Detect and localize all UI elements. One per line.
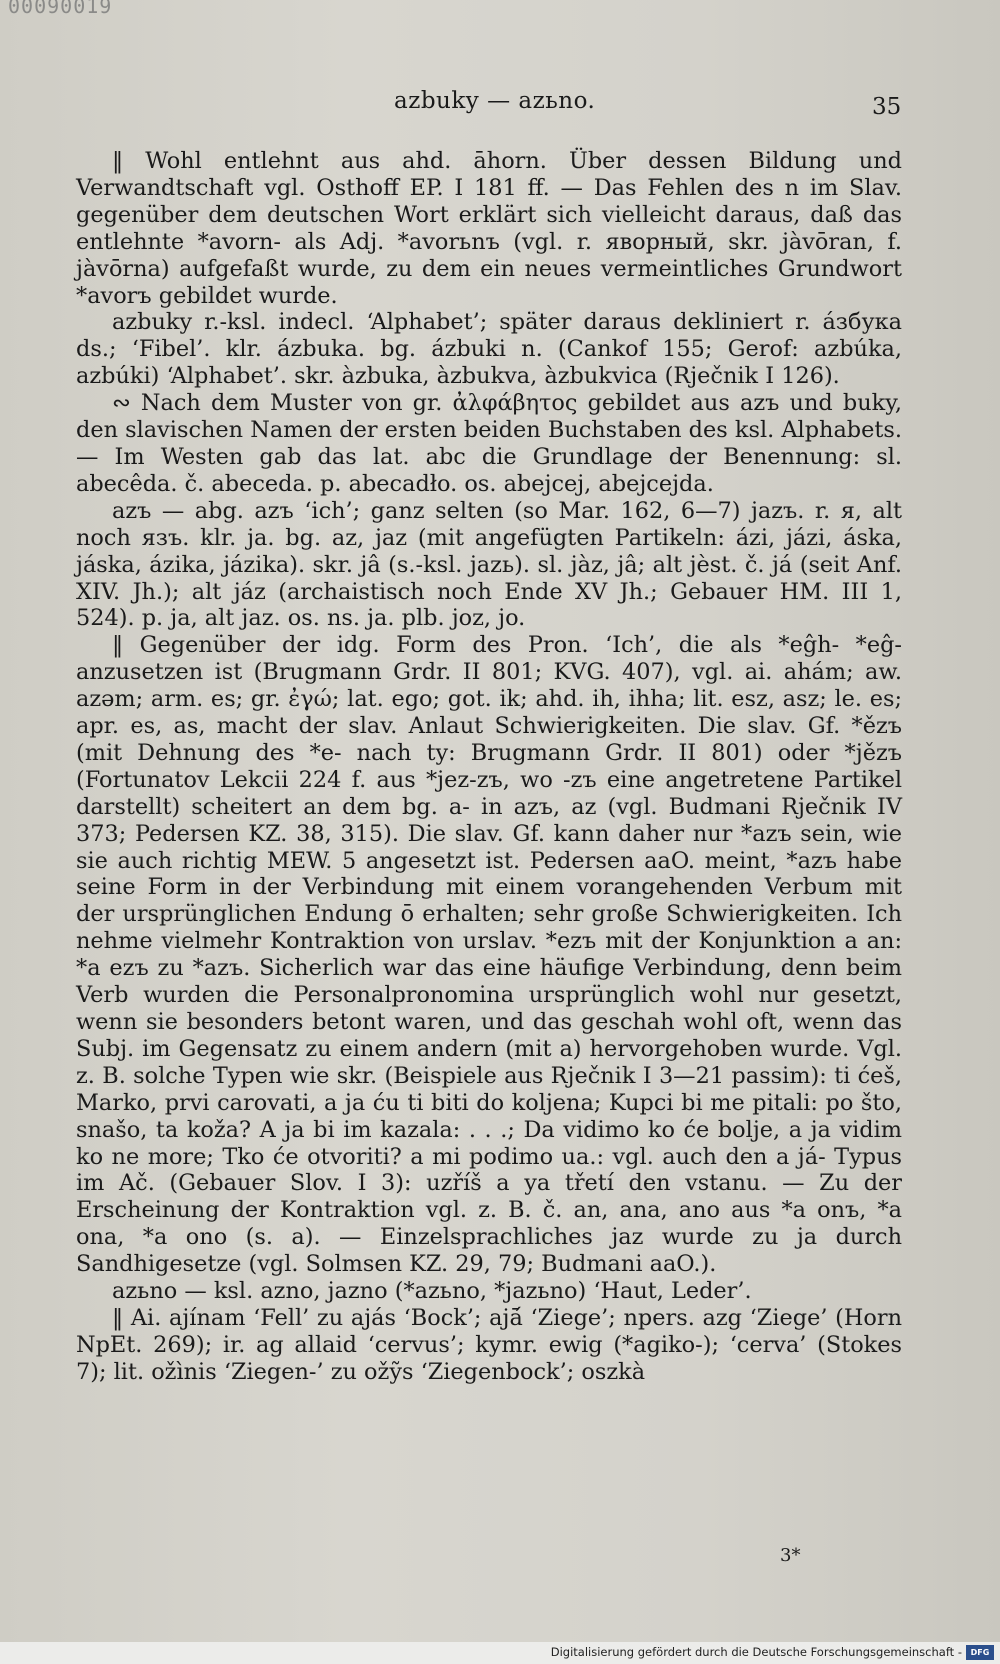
scan-stamp: 00090019 [8,0,113,18]
page-number: 35 [872,94,902,120]
running-head: azbuky — azьno. [394,88,596,114]
entry-azno: azьno — ksl. azno, jazno (*azьno, *jazьno) ‘Haut, Leder’. [112,1278,752,1305]
entry-azbuky: azbuky r.-ksl. indecl. ‘Alphabet’; später daraus dekliniert r. áзбука ds.; ‘Fibel’. klr. ázbuka. bg. ázbuki n. (Cankof 155; Gerof: azbúka, azbúki) ‘Alphabet’. skr. àzbuka, àzbukva, àzbukvica (Rječnik I 126). [76,309,902,390]
footer-bar [0,1642,1000,1664]
dfg-logo-icon: DFG [966,1645,994,1660]
body-text [76,148,902,1386]
paragraph-az-note: ‖ Gegenüber der idg. Form des Pron. ‘Ich’, die als *eĝh- *eĝ- anzusetzen ist (Brugmann Grdr. II 801; KVG. 407), vgl. ai. ahám; aw. azəm; arm. es; gr. ἐγώ; lat. ego; got. ik; ahd. ih, ihha; lit. esz, asz; le. es; apr. es, as, macht der slav. Anlaut Schwierigkeiten. Die slav. Gf. *ězъ (mit Dehnung des *e- nach ty: Brugmann Grdr. II 801) oder *jězъ (Fortunatov Lekcii 224 f. aus *jez-zъ, wo -zъ eine angetretene Partikel darstellt) scheitert an dem bg. a- in azъ, az (vgl. Budmani Rječnik IV 373; Pedersen KZ. 38, 315). Die slav. Gf. kann daher nur *azъ sein, wie sie auch richtig MEW. 5 angesetzt ist. Pedersen aaO. meint, *azъ habe seine Form in der Verbindung mit einem vorangehenden Verbum mit der ursprünglichen Endung ō erhalten; sehr große Schwierigkeiten. Ich nehme vielmehr Kontraktion von urslav. *ezъ mit der Konjunktion a an: *a ezъ zu *azъ. Sicherlich war das eine häufige Verbindung, denn beim Verb wurden die Personalpronomina ursprünglich wohl nur gesetzt, wenn sie besonders betont waren, und das geschah wohl oft, wenn das Subj. im Gegensatz zu einem andern (mit a) hervorgehoben wurde. Vgl. z. B. solche Typen wie skr. (Beispiele aus Rječnik I 3—21 passim): ti ćeš, Marko, prvi carovati, a ja ću ti biti do koljena; Kupci bi me pitali: po što, snašo, ta koža? A ja bi im kazala: . . .; Da vidimo ko će bolje, a ja vidim ko ne more; Tko će otvoriti? a mi podimo ua.: vgl. auch den a já- Typus im Ač. (Gebauer Slov. I 3): uzříš a ya třetí den vstanu. — Zu der Erscheinung der Kontraktion vgl. z. B. č. an, ana, ano aus *a onъ, *a ona, *a ono (s. a). — Einzelsprachliches jaz wurde zu ja durch Sandhigesetze (vgl. Solmsen KZ. 29, 79; Budmani aaO.). [76,632,902,1278]
paragraph-azbuky-note: ∾ Nach dem Muster von gr. ἀλφάβητος gebildet aus azъ und buky, den slavischen Namen der ersten beiden Buchstaben des ksl. Alphabets. — Im Westen gab das lat. abc die Grundlage der Benennung: sl. abecêda. č. abeceda. p. abecadło. os. abejcej, abejcejda. [76,390,902,497]
entry-az: azъ — abg. azъ ‘ich’; ganz selten (so Mar. 162, 6—7) jazъ. r. я, alt noch язъ. klr. ja. bg. az, jaz (mit angefügten Partikeln: ázi, jázi, áska, jáska, ázika, jázika). skr. jâ (s.-ksl. jazь). sl. jàz, jâ; alt jèst. č. já (seit Anf. XIV. Jh.); alt jáz (archaistisch noch Ende XV Jh.; Gebauer HM. III 1, 524). p. ja, alt jaz. os. ns. ja. plb. joz, jo. [76,497,902,632]
signature-mark: 3* [780,1545,801,1566]
paragraph-ahorn-note: ‖ Wohl entlehnt aus ahd. āhorn. Über dessen Bildung und Verwandtschaft vgl. Osthoff EP. I 181 ff. — Das Fehlen des n im Slav. gegenüber dem deutschen Wort erklärt sich vielleicht daraus, daß das entlehnte *avorn- als Adj. *avorьnъ (vgl. r. яворный, skr. jàvōran, f. jàvōrna) aufgefaßt wurde, zu dem ein neues vermeintliches Grundwort *avorъ gebildet wurde. [76,148,902,309]
paragraph-azno-note: ‖ Ai. ajínam ‘Fell’ zu ajás ‘Bock’; ajā́ ‘Ziege’; npers. azg ‘Ziege’ (Horn NpEt. 269); ir. ag allaid ‘cervus’; kymr. ewig (*agikо-); ‘cerva’ (Stokes 7); lit. ožìnis ‘Ziegen-’ zu ožỹs ‘Ziegenbock’; oszkà [76,1304,902,1385]
footer-credit: Digitalisierung gefördert durch die Deutsche Forschungsgemeinschaft - [550,1645,962,1659]
page-header [0,88,1000,124]
